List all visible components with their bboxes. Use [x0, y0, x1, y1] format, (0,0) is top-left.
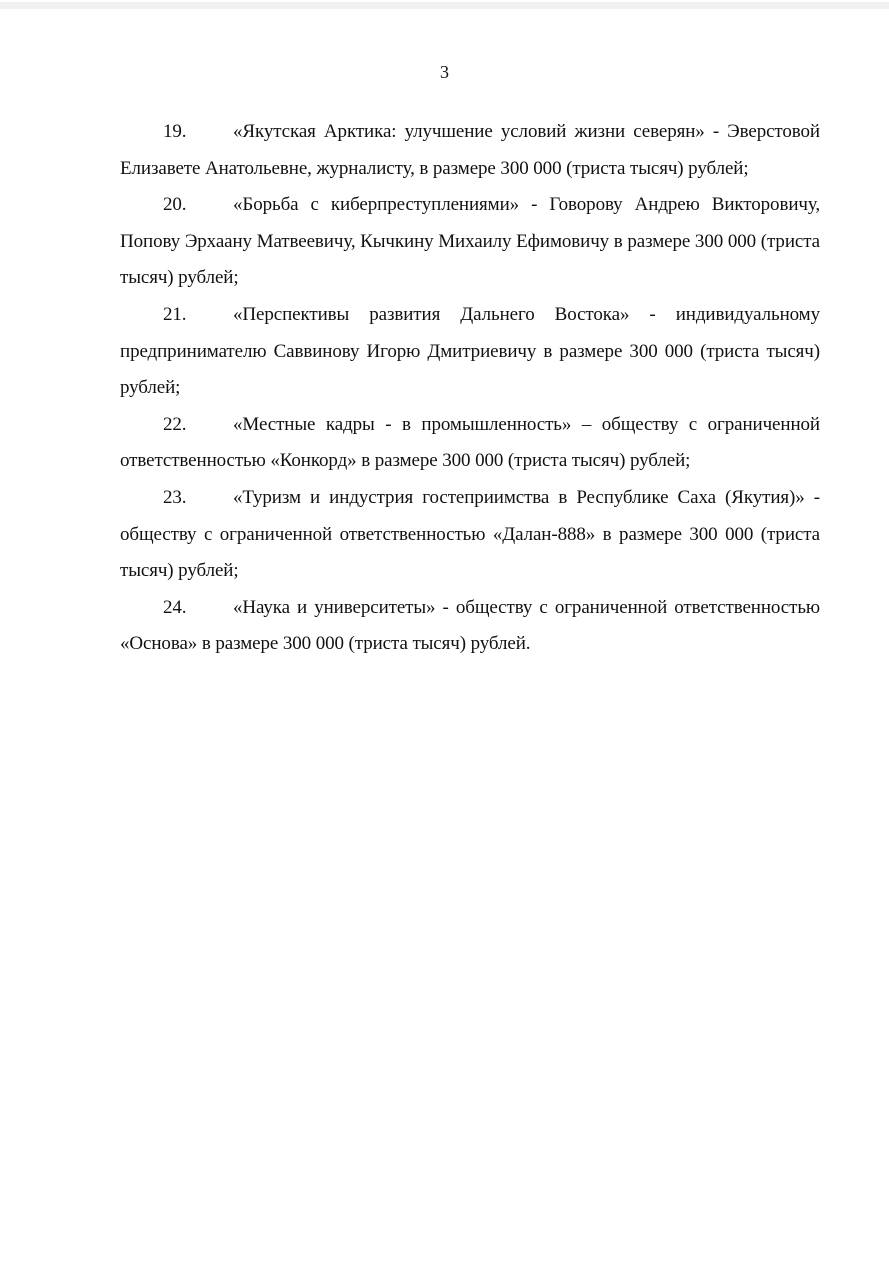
list-item-19 — [120, 114, 820, 187]
item-text: «Местные кадры - в промышленность» – обществу с ограниченной ответственностью «Конкорд» в размере 300 000 (триста тысяч) рублей; — [120, 413, 820, 472]
item-number: 19. — [163, 121, 187, 142]
item-number: 21. — [163, 303, 187, 325]
page-number: 3 — [440, 62, 449, 82]
item-number: 22. — [163, 413, 187, 435]
item-number: 24. — [163, 596, 187, 618]
item-text: «Борьба с киберпреступлениями» - Говорову Андрею Викторовичу, Попову Эрхаану Матвеевичу, Кычкину Михаилу Ефимовичу в размере 300 000 (триста тысяч) рублей; — [120, 194, 820, 289]
item-text: «Якутская Арктика: улучшение условий жизни северян» - Эверстовой Елизавете Анатольевне, журналисту, в размере 300 000 (триста тысяч) рублей; — [120, 121, 820, 179]
list-item-24 — [120, 590, 820, 663]
item-number: 20. — [163, 194, 187, 216]
document-body — [120, 114, 820, 663]
list-item-23 — [120, 480, 820, 590]
list-item-20 — [120, 187, 820, 297]
list-item-21 — [120, 297, 820, 407]
list-item-22 — [120, 407, 820, 480]
item-text: «Перспективы развития Дальнего Востока» - индивидуальному предпринимателю Саввинову Игорю Дмитриевичу в размере 300 000 (триста тысяч) рублей; — [120, 303, 820, 399]
item-number: 23. — [163, 486, 187, 508]
item-text: «Наука и университеты» - обществу с ограниченной ответственностью «Основа» в размере 300 000 (триста тысяч) рублей. — [120, 596, 820, 655]
item-text: «Туризм и индустрия гостеприимства в Республике Саха (Якутия)» - обществу с ограниченной ответственностью «Далан-888» в размере 300 000 (триста тысяч) рублей; — [120, 486, 820, 582]
viewer-top-bar — [0, 2, 889, 9]
